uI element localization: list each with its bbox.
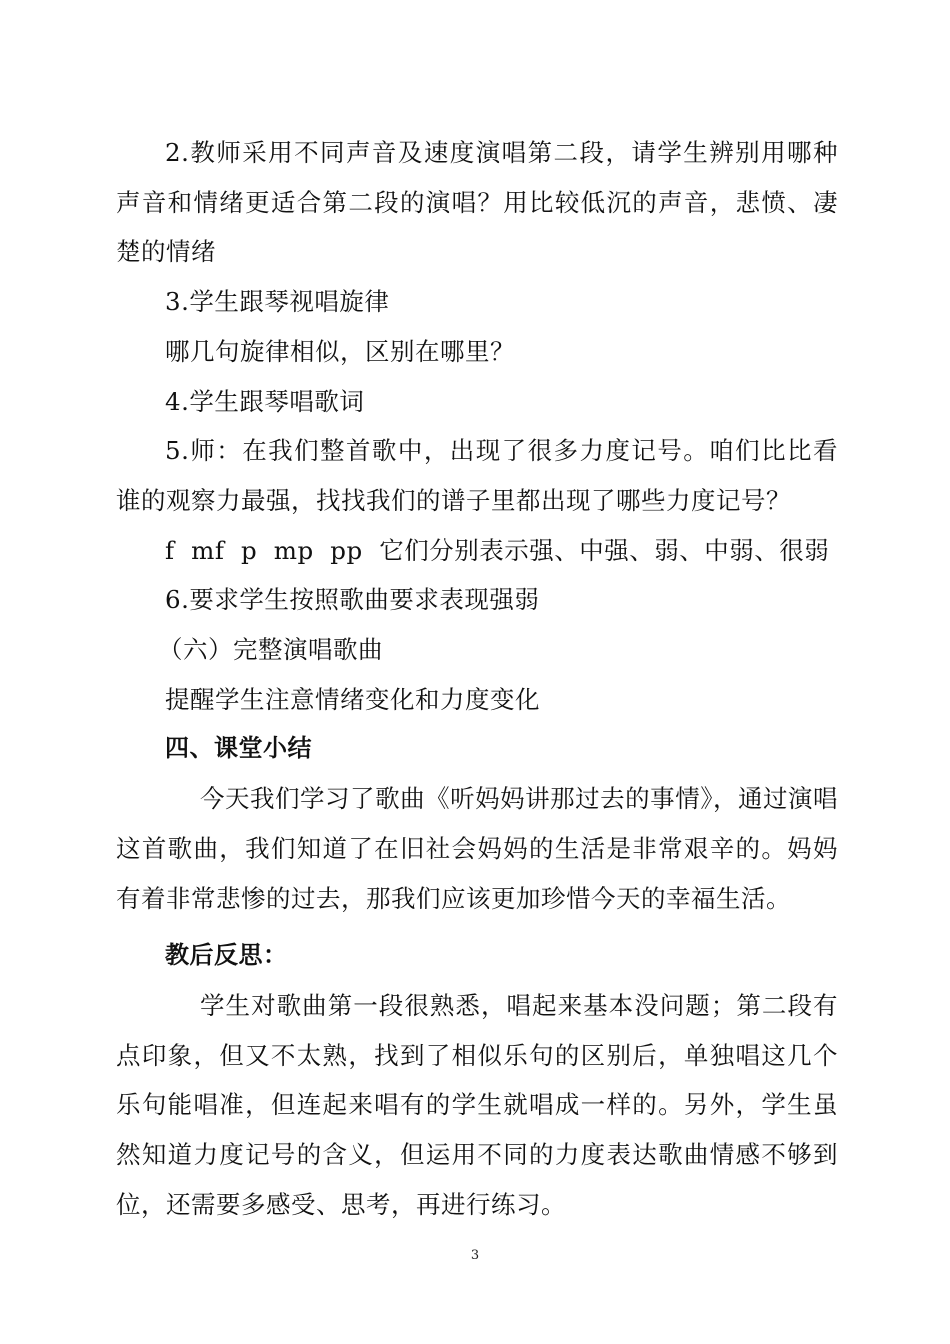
summary-heading: 四、课堂小结 [165,734,312,763]
paragraph-step-2: 2.教师采用不同声音及速度演唱第二段，请学生辨别用哪种声音和情绪更适合第二段的演唱？用比较低沉的声音，悲愤、凄楚的情绪 [116,138,838,267]
reflection-heading: 教后反思： [165,941,288,970]
paragraph-step-4: 4.学生跟琴唱歌词 [165,386,365,416]
paragraph-reminder: 提醒学生注意情绪变化和力度变化 [165,684,540,714]
document-body [116,128,838,1229]
paragraph-dynamics-marks: f mf p mp pp 它们分别表示强、中强、弱、中弱、很弱 [165,535,830,565]
paragraph-step-6: 6.要求学生按照歌曲要求表现强弱 [165,585,540,615]
page-number: 3 [470,1248,480,1263]
paragraph-section-six: （六）完整演唱歌曲 [158,635,383,665]
section-spacer [116,923,838,931]
paragraph-question-melody: 哪几句旋律相似，区别在哪里？ [165,336,515,366]
summary-paragraph: 今天我们学习了歌曲《听妈妈讲那过去的事情》，通过演唱这首歌曲，我们知道了在旧社会妈妈的生活是非常艰辛的。妈妈有着非常悲惨的过去，那我们应该更加珍惜今天的幸福生活。 [116,784,838,913]
reflection-paragraph: 学生对歌曲第一段很熟悉，唱起来基本没问题；第二段有点印象，但又不太熟，找到了相似乐句的区别后，单独唱这几个乐句能唱准，但连起来唱有的学生就唱成一样的。另外，学生虽然知道力度记号的含义，但运用不同的力度表达歌曲情感不够到位，还需要多感受、思考，再进行练习。 [116,990,838,1219]
paragraph-step-5: 5.师：在我们整首歌中，出现了很多力度记号。咱们比比看谁的观察力最强，找找我们的谱子里都出现了哪些力度记号？ [116,436,838,515]
paragraph-step-3: 3.学生跟琴视唱旋律 [165,287,390,317]
